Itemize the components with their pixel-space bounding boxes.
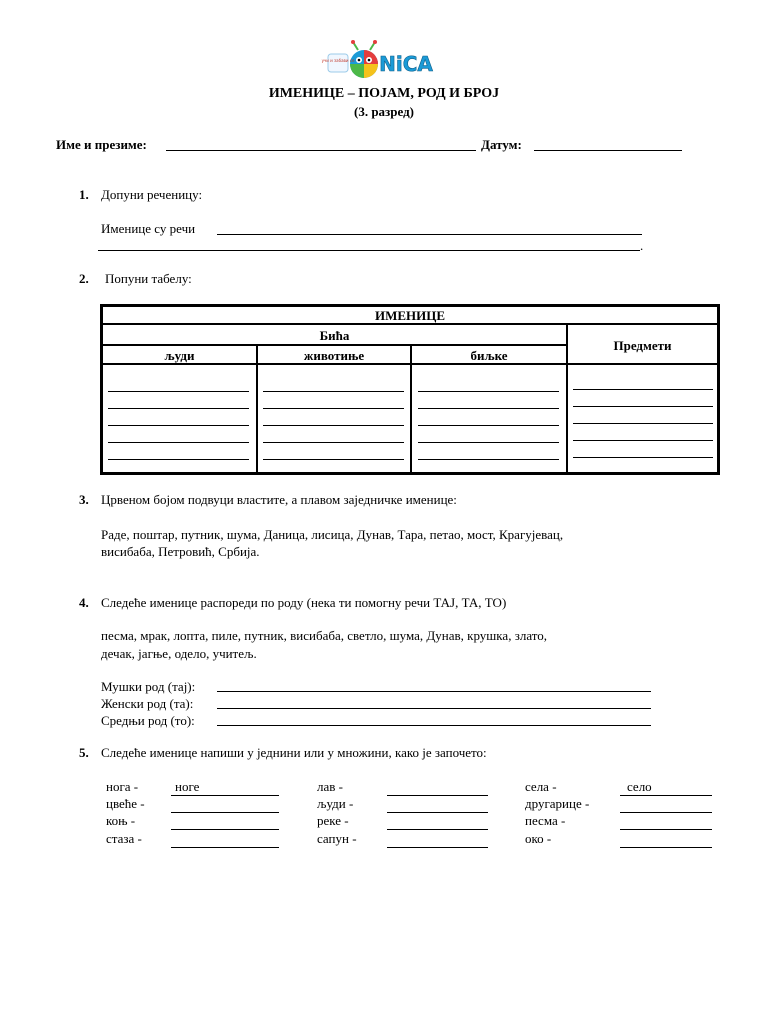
- q5-answer-line[interactable]: [387, 847, 488, 848]
- q5-word: лав -: [317, 779, 343, 794]
- q5-word: села -: [525, 779, 557, 794]
- answer-line[interactable]: [263, 425, 404, 426]
- col-header-plants: биљке: [470, 348, 508, 363]
- date-field[interactable]: [534, 150, 682, 151]
- q5-answer: село: [627, 779, 652, 794]
- answer-line[interactable]: [108, 408, 249, 409]
- col-header-people: људи: [164, 348, 195, 363]
- q5-number: 5.: [79, 745, 89, 760]
- q2-text: Попуни табелу:: [105, 271, 192, 286]
- answer-line[interactable]: [418, 408, 559, 409]
- date-label: Датум:: [481, 137, 522, 152]
- answer-line[interactable]: [573, 457, 713, 458]
- answer-line[interactable]: [108, 459, 249, 460]
- answer-line[interactable]: [108, 425, 249, 426]
- page-subtitle: (3. разред): [353, 104, 415, 119]
- q5-answer-line[interactable]: [620, 812, 712, 813]
- q5-word: нога -: [106, 779, 139, 794]
- answer-line[interactable]: [573, 423, 713, 424]
- q4-feminine-label: Женски род (та):: [101, 696, 194, 711]
- table-group-header: Бића: [319, 328, 350, 343]
- name-label: Име и презиме:: [56, 137, 147, 152]
- nica-logo: [321, 40, 442, 82]
- q5-answer-line[interactable]: [171, 795, 279, 796]
- q3-words-line-1: Раде, поштар, путник, шума, Даница, лисица, Дунав, Тара, петао, мост, Крагујевац,: [101, 527, 564, 542]
- col-header-objects: Предмети: [613, 338, 672, 353]
- name-field[interactable]: [166, 150, 476, 151]
- q1-answer-line-2[interactable]: [98, 250, 640, 251]
- q5-answer-line[interactable]: [620, 829, 712, 830]
- logo-small-text: учи и забави се: [321, 58, 355, 63]
- q4-words-line-1: песма, мрак, лопта, пиле, путник, висибаба, светло, шума, Дунав, крушка, злато,: [101, 628, 548, 643]
- q2-number: 2.: [79, 271, 89, 286]
- answer-line[interactable]: [108, 442, 249, 443]
- q1-sentence: Именице су речи: [101, 221, 196, 236]
- answer-line[interactable]: [263, 442, 404, 443]
- q5-answer-line[interactable]: [387, 829, 488, 830]
- q3-text: Црвеном бојом подвуци властите, а плавом заједничке именице:: [101, 492, 457, 507]
- q1-end: .: [640, 238, 644, 253]
- q5-answer-line[interactable]: [620, 795, 712, 796]
- q5-word: око -: [525, 831, 552, 846]
- q1-answer-line-1[interactable]: [217, 234, 642, 235]
- answer-line[interactable]: [108, 391, 249, 392]
- answer-line[interactable]: [418, 391, 559, 392]
- q4-text: Следеће именице распореди по роду (нека ти помогну речи ТАЈ, ТА, ТО): [101, 595, 507, 610]
- q1-text: Допуни реченицу:: [101, 187, 203, 202]
- q5-answer-line[interactable]: [620, 847, 712, 848]
- table-title: ИМЕНИЦЕ: [374, 308, 446, 323]
- logo-text: NiCA: [379, 52, 433, 76]
- q4-number: 4.: [79, 595, 89, 610]
- page-title: ИМЕНИЦЕ – ПОЈАМ, РОД И БРОЈ: [268, 86, 500, 101]
- q5-answer-line[interactable]: [171, 812, 279, 813]
- q3-words-line-2: висибаба, Петровић, Србија.: [101, 544, 260, 559]
- q5-word: људи -: [317, 796, 354, 811]
- q5-word: сапун -: [317, 831, 357, 846]
- q5-word: стаза -: [106, 831, 142, 846]
- q4-masculine-label: Мушки род (тај):: [101, 679, 196, 694]
- q5-word: песма -: [525, 813, 566, 828]
- answer-line[interactable]: [418, 442, 559, 443]
- answer-line[interactable]: [573, 440, 713, 441]
- q5-answer-line[interactable]: [387, 812, 488, 813]
- answer-line[interactable]: [263, 459, 404, 460]
- answer-line[interactable]: [418, 459, 559, 460]
- q5-word: коњ -: [106, 813, 136, 828]
- answer-line[interactable]: [573, 406, 713, 407]
- answer-line[interactable]: [263, 408, 404, 409]
- q5-answer-line[interactable]: [171, 847, 279, 848]
- q5-word: другарице -: [525, 796, 590, 811]
- answer-line[interactable]: [573, 389, 713, 390]
- q4-feminine-line[interactable]: [217, 708, 651, 709]
- nouns-table: [100, 304, 720, 475]
- q5-text: Следеће именице напиши у једнини или у множини, како је започето:: [101, 745, 487, 760]
- q4-neuter-label: Средњи род (то):: [101, 713, 195, 728]
- q5-answer-line[interactable]: [387, 795, 488, 796]
- q3-number: 3.: [79, 492, 89, 507]
- answer-line[interactable]: [263, 391, 404, 392]
- q5-word: реке -: [317, 813, 349, 828]
- q4-words-line-2: дечак, јагње, одело, учитељ.: [101, 646, 257, 661]
- col-header-animals: животиње: [303, 348, 365, 363]
- q5-word: цвеће -: [106, 796, 145, 811]
- q4-masculine-line[interactable]: [217, 691, 651, 692]
- answer-line[interactable]: [418, 425, 559, 426]
- q5-answer-line[interactable]: [171, 829, 279, 830]
- q4-neuter-line[interactable]: [217, 725, 651, 726]
- q5-answer: ноге: [175, 779, 200, 794]
- q1-number: 1.: [79, 187, 89, 202]
